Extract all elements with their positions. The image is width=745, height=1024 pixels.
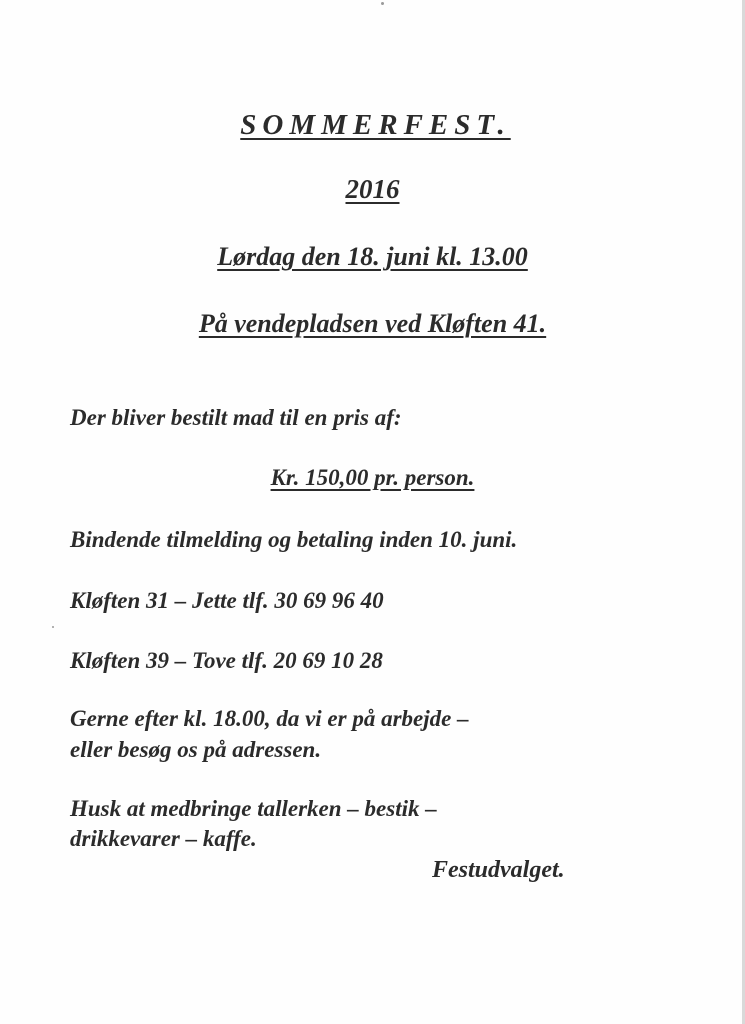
note-line-2: eller besøg os på adressen. [70, 737, 322, 762]
flyer-title: SOMMERFEST. [240, 109, 511, 141]
event-place: På vendepladsen ved Kløften 41. [198, 309, 547, 338]
food-line: Der bliver bestilt mad til en pris af: [70, 405, 402, 430]
flyer-year: 2016 [345, 174, 400, 204]
note-line-1: Gerne efter kl. 18.00, da vi er på arbejde – [70, 706, 469, 731]
contact-tove: Kløften 39 – Tove tlf. 20 69 10 28 [70, 648, 383, 673]
contact-jette: Kløften 31 – Jette tlf. 30 69 96 40 [70, 588, 384, 613]
event-date: Lørdag den 18. juni kl. 13.00 [217, 242, 528, 271]
price-line: Kr. 150,00 pr. person. [270, 465, 475, 490]
scan-speck [52, 626, 54, 628]
scan-speck [381, 2, 384, 5]
signature: Festudvalget. [432, 857, 565, 883]
bring-line-2: drikkevarer – kaffe. [70, 826, 257, 851]
bring-line-1: Husk at medbringe tallerken – bestik – [70, 796, 437, 821]
registration-line: Bindende tilmelding og betaling inden 10. juni. [70, 527, 518, 552]
